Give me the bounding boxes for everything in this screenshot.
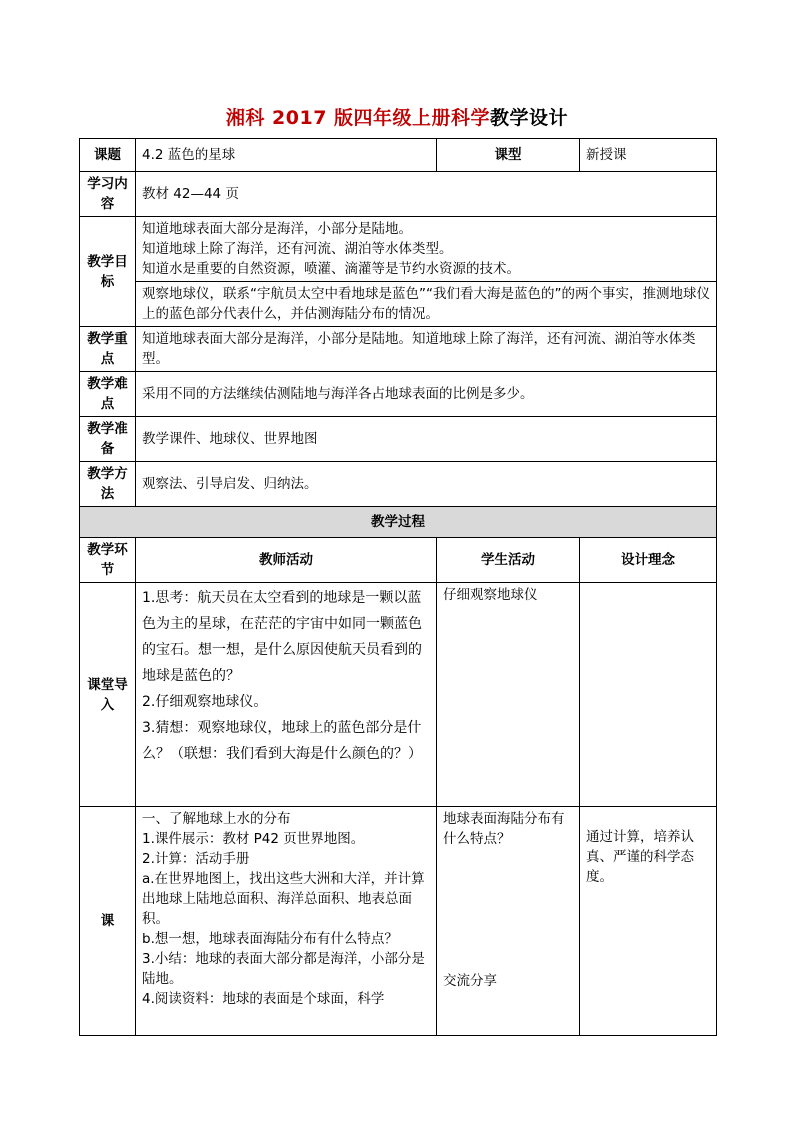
col-student: 学生活动: [437, 538, 580, 583]
method-label: 教学方法: [80, 462, 136, 507]
intro-line: 3.猜想：观察地球仪，地球上的蓝色部分是什么？（联想：我们看到大海是什么颜色的？）: [142, 720, 422, 762]
content-value: 教材 42—44 页: [136, 172, 717, 217]
row-content: [80, 172, 717, 217]
row-key: [80, 327, 717, 372]
intro-line: 2.仔细观察地球仪。: [142, 694, 268, 710]
lesson-label: 课: [80, 807, 136, 1036]
goal-line: 知道地球表面大部分是海洋，小部分是陆地。: [142, 221, 412, 237]
intro-student: 仔细观察地球仪: [437, 583, 580, 807]
col-stage: 教学环节: [80, 538, 136, 583]
lesson-line: 2.计算：活动手册: [142, 851, 250, 867]
title-black: 教学设计: [490, 107, 569, 129]
hard-value: 采用不同的方法继续估测陆地与海洋各占地球表面的比例是多少。: [136, 372, 717, 417]
lesson-line: 3.小结：地球的表面大部分都是海洋，小部分是陆地。: [142, 951, 425, 987]
intro-line: 1.思考：航天员在太空看到的地球是一颗以蓝色为主的星球，在茫茫的宇宙中如同一颗蓝色的宝石。想一想，是什么原因使航天员看到的地球是蓝色的？: [142, 590, 422, 684]
lesson-student-2: 交流分享: [443, 973, 497, 989]
page-title: [0, 103, 794, 130]
col-design: 设计理念: [580, 538, 717, 583]
key-label: 教学重点: [80, 327, 136, 372]
type-label: 课型: [437, 139, 580, 172]
lesson-line: a.在世界地图上，找出这些大洲和大洋，并计算出地球上陆地总面积、海洋总面积、地表总面积。: [142, 871, 425, 927]
goal-line: 知道水是重要的自然资源，喷灌、滴灌等是节约水资源的技术。: [142, 261, 520, 277]
row-hard: [80, 372, 717, 417]
row-intro: [80, 583, 717, 807]
row-goals-a: [80, 217, 717, 282]
lesson-student: [437, 807, 580, 1036]
type-value: 新授课: [580, 139, 717, 172]
goals-label: 教学目标: [80, 217, 136, 327]
prep-label: 教学准备: [80, 417, 136, 462]
prep-value: 教学课件、地球仪、世界地图: [136, 417, 717, 462]
method-value: 观察法、引导启发、归纳法。: [136, 462, 717, 507]
row-topic: [80, 139, 717, 172]
row-lesson: [80, 807, 717, 1036]
intro-label: 课堂导入: [80, 583, 136, 807]
lesson-line: b.想一想，地球表面海陆分布有什么特点？: [142, 931, 398, 947]
intro-design: [580, 583, 717, 807]
title-red: 湘科 2017 版四年级上册科学: [225, 107, 491, 129]
topic-value: 4.2 蓝色的星球: [136, 139, 437, 172]
lesson-line: 1.课件展示：教材 P42 页世界地图。: [142, 831, 365, 847]
process-title: 教学过程: [80, 507, 717, 538]
row-goals-b: [80, 282, 717, 327]
lesson-student-1: 地球表面海陆分布有什么特点？: [443, 811, 565, 847]
lesson-plan-table: [79, 138, 717, 1036]
lesson-teacher: [136, 807, 437, 1036]
col-teacher: 教师活动: [136, 538, 437, 583]
topic-label: 课题: [80, 139, 136, 172]
key-value: 知道地球表面大部分是海洋，小部分是陆地。知道地球上除了海洋，还有河流、湖泊等水体类型。: [136, 327, 717, 372]
lesson-line: 4.阅读资料：地球的表面是个球面，科学: [142, 991, 385, 1007]
hard-label: 教学难点: [80, 372, 136, 417]
lesson-line: 一、了解地球上水的分布: [142, 811, 291, 827]
row-process-header: [80, 538, 717, 583]
row-method: [80, 462, 717, 507]
goals-a: [136, 217, 717, 282]
goals-b: 观察地球仪，联系“宇航员太空中看地球是蓝色”“我们看大海是蓝色的”的两个事实，推测地球仪上的蓝色部分代表什么，并估测海陆分布的情况。: [136, 282, 717, 327]
goal-line: 知道地球上除了海洋，还有河流、湖泊等水体类型。: [142, 241, 453, 257]
intro-teacher: [136, 583, 437, 807]
content-label: 学习内容: [80, 172, 136, 217]
row-prep: [80, 417, 717, 462]
lesson-design: 通过计算，培养认真、严谨的科学态度。: [580, 807, 717, 1036]
row-process-title: [80, 507, 717, 538]
